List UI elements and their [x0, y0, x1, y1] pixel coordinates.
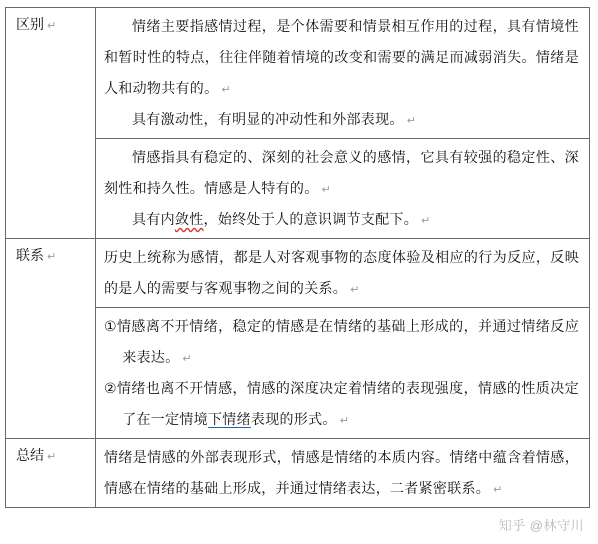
feeling-definition-text: 情感指具有稳定的、深刻的社会意义的感情，它具有较强的稳定性、深刻性和持久性。情感是人特有的。 ↵ — [104, 150, 579, 197]
paragraph-mark-icon: ↵ — [182, 352, 192, 365]
paragraph-mark-icon: ↵ — [339, 414, 350, 427]
label-text: 联系 — [16, 248, 44, 264]
emotion-trait-text: 具有激动性，有明显的冲动性和外部表现。 ↵ — [132, 112, 417, 128]
comparison-table — [5, 7, 590, 508]
paragraph-mark-icon: ↵ — [221, 83, 231, 96]
history-cell — [96, 239, 590, 308]
label-text: 总结 — [16, 448, 44, 464]
table-row-summary — [6, 439, 590, 508]
relation-point-2 — [104, 374, 579, 436]
paragraph-mark-icon: ↵ — [321, 183, 332, 196]
watermark: 知乎 @林守川 — [498, 518, 584, 533]
summary-cell — [96, 439, 590, 508]
feeling-trait-text — [104, 205, 579, 236]
summary-text: 情绪是情感的外部表现形式，情感是情绪的本质内容。情绪中蕴含着情感，情感在情绪的基础上形成，并通过情绪表达，二者紧密联系。 ↵ — [104, 450, 579, 497]
feeling-trait-span: 具有内敛性，始终处于人的意识调节支配下。 — [132, 212, 419, 228]
relation-point-1: ①情感离不开情绪，稳定的情感是在情绪的基础上形成的，并通过情绪反应来表达。 ↵ — [104, 319, 579, 366]
table-row-relation — [6, 239, 590, 308]
paragraph-mark-icon: ↵ — [421, 214, 431, 227]
emotion-definition-cell — [96, 8, 590, 139]
paragraph-mark-icon: ↵ — [47, 250, 57, 263]
paragraph-mark-icon: ↵ — [350, 283, 360, 296]
row-label-relation — [6, 239, 96, 439]
emotion-definition-text: 情绪主要指感情过程，是个体需要和情景相互作用的过程，具有情境性和暂时性的特点，往往伴随着情境的改变和需要的满足而减弱消失。情绪是人和动物共有的。 ↵ — [104, 19, 579, 97]
relation-point-2-span: ②情绪也离不开情感，情感的深度决定着情绪的表现强度，情感的性质决定了在一定情境下情绪表现的形式。 — [104, 381, 579, 428]
paragraph-mark-icon: ↵ — [47, 450, 57, 463]
row-label-summary — [6, 439, 96, 508]
paragraph-mark-icon: ↵ — [493, 483, 503, 496]
spellcheck-underline: 敛性 — [174, 212, 204, 228]
table-row-difference — [6, 8, 590, 139]
paragraph-mark-icon: ↵ — [406, 114, 417, 127]
paragraph-mark-icon: ↵ — [47, 19, 57, 32]
row-label-difference — [6, 8, 96, 239]
history-text: 历史上统称为感情，都是人对客观事物的态度体验及相应的行为反应，反映的是人的需要与客观事物之间的关系。 ↵ — [104, 250, 579, 297]
underlined-text: 下情绪 — [208, 412, 251, 428]
feeling-definition-cell — [96, 139, 590, 239]
mutual-relation-cell — [96, 308, 590, 439]
label-text: 区别 — [16, 17, 44, 33]
